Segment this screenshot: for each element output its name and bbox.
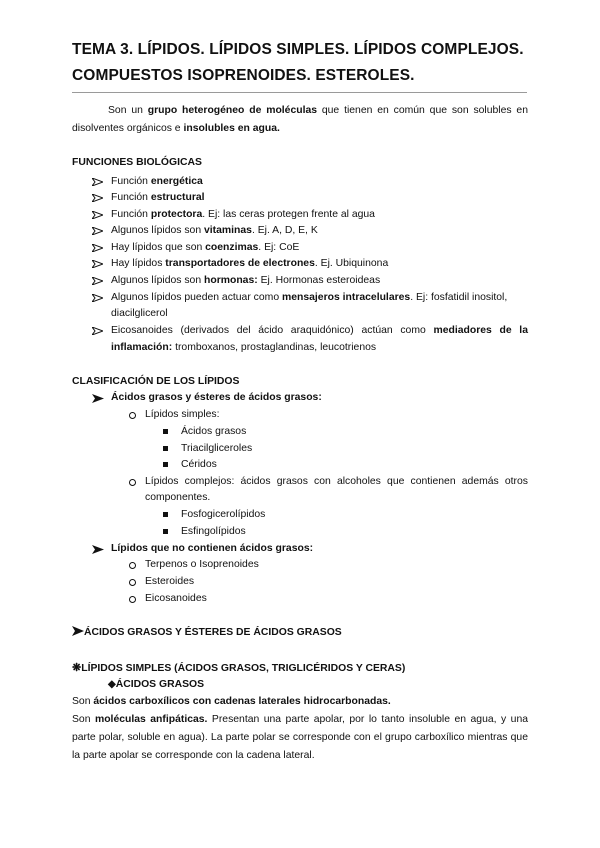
funcion-item: Eicosanoides (derivados del ácido araquidónico) actúan como mediadores de la xyxy=(111,325,528,336)
arrow-bullet-icon xyxy=(92,327,103,335)
square-bullet-icon xyxy=(163,512,168,517)
group-heading: Lípidos que no contienen ácidos grasos: xyxy=(111,543,314,554)
funcion-item: Función estructural xyxy=(111,192,205,203)
section-heading xyxy=(72,626,342,638)
subgroup-label-continuation: componentes. xyxy=(145,492,211,503)
list-item: Céridos xyxy=(181,459,217,470)
funcion-item: Función protectora. Ej: las ceras protegen frente al agua xyxy=(111,209,375,220)
paragraph-1: Son ácidos carboxílicos con cadenas laterales hidrocarbonadas. xyxy=(72,696,391,707)
funcion-item: Función energética xyxy=(111,176,203,187)
arrow-bullet-icon xyxy=(92,227,103,235)
funcion-item: Algunos lípidos son vitaminas. Ej. A, D, E, K xyxy=(111,225,318,236)
asterisk-icon: ❋ xyxy=(72,662,82,674)
funcion-item: Hay lípidos transportadores de electrones. Ej. Ubiquinona xyxy=(111,258,389,269)
funcion-item-continuation: inflamación: tromboxanos, prostaglandinas, leucotrienos xyxy=(111,342,377,353)
arrow-bullet-icon xyxy=(92,277,103,285)
arrow-bullet-icon xyxy=(92,211,103,219)
list-item: Terpenos o Isoprenoides xyxy=(145,559,259,570)
arrow-bullet-icon xyxy=(92,394,104,403)
funciones-heading: FUNCIONES BIOLÓGICAS xyxy=(72,157,202,168)
intro-paragraph xyxy=(72,102,528,138)
sub-subsection-heading-text: ÁCIDOS GRASOS xyxy=(115,679,205,690)
square-bullet-icon xyxy=(163,429,168,434)
arrow-bullet-icon xyxy=(92,294,103,302)
arrow-bullet-icon xyxy=(92,178,103,186)
arrow-bullet-icon xyxy=(92,545,104,554)
square-bullet-icon xyxy=(163,446,168,451)
circle-bullet-icon xyxy=(129,579,136,586)
subgroup-label: Lípidos complejos: ácidos grasos con alcoholes que contienen además otros xyxy=(145,476,528,487)
arrow-bullet-icon xyxy=(92,194,103,202)
intro-bold-1: grupo heterogéneo de moléculas xyxy=(147,105,318,116)
funcion-item-continuation: diacilglicerol xyxy=(111,308,168,319)
list-item: Eicosanoides xyxy=(145,593,207,604)
page-title: TEMA 3. LÍPIDOS. LÍPIDOS SIMPLES. LÍPIDOS COMPLEJOS. COMPUESTOS ISOPRENOIDES. ESTEROLES. xyxy=(72,41,524,84)
group-heading: Ácidos grasos y ésteres de ácidos grasos: xyxy=(111,392,322,403)
title-divider xyxy=(72,92,527,93)
square-bullet-icon xyxy=(163,462,168,467)
arrow-bullet-icon xyxy=(92,244,103,252)
funcion-item: Hay lípidos que son coenzimas. Ej: CoE xyxy=(111,242,300,253)
funcion-item: Algunos lípidos pueden actuar como mensajeros intracelulares. Ej: fosfatidil inositol, xyxy=(111,292,508,303)
circle-bullet-icon xyxy=(129,412,136,419)
funcion-item: Algunos lípidos son hormonas: Ej. Hormonas esteroideas xyxy=(111,275,381,286)
intro-text-2: que tienen en común que son solubles en disolventes orgánicos e xyxy=(72,105,528,134)
list-item: Triacilgliceroles xyxy=(181,443,253,454)
clasificacion-heading: CLASIFICACIÓN DE LOS LÍPIDOS xyxy=(72,376,240,387)
diamond-icon: ◆ xyxy=(108,679,116,690)
arrow-bullet-icon xyxy=(92,260,103,268)
list-item: Esteroides xyxy=(145,576,195,587)
section-heading-text: ÁCIDOS GRASOS Y ÉSTERES DE ÁCIDOS GRASOS xyxy=(84,627,342,638)
subsection-heading-text: LÍPIDOS SIMPLES (ÁCIDOS GRASOS, TRIGLICÉRIDOS Y CERAS) xyxy=(81,663,406,674)
circle-bullet-icon xyxy=(129,596,136,603)
list-item: Ácidos grasos xyxy=(181,426,247,437)
list-item: Esfingolípidos xyxy=(181,526,246,537)
intro-text-1: Son un xyxy=(108,105,148,116)
circle-bullet-icon xyxy=(129,479,136,486)
circle-bullet-icon xyxy=(129,562,136,569)
intro-bold-2: insolubles en agua. xyxy=(183,123,280,134)
sub-subsection-heading xyxy=(108,679,204,690)
square-bullet-icon xyxy=(163,529,168,534)
subgroup-label: Lípidos simples: xyxy=(145,409,220,420)
paragraph-2: Son moléculas anfipáticas. Presentan una parte apolar, por lo tanto insoluble en agua, y una parte polar, soluble en agua). La parte polar se corresponde con el grupo carboxílico mientras que la parte apolar se corresponde con la cadena lateral. xyxy=(72,714,529,761)
subsection-heading xyxy=(72,661,405,674)
arrow-bullet-icon xyxy=(72,626,84,636)
list-item: Fosfogicerolípidos xyxy=(181,509,266,520)
